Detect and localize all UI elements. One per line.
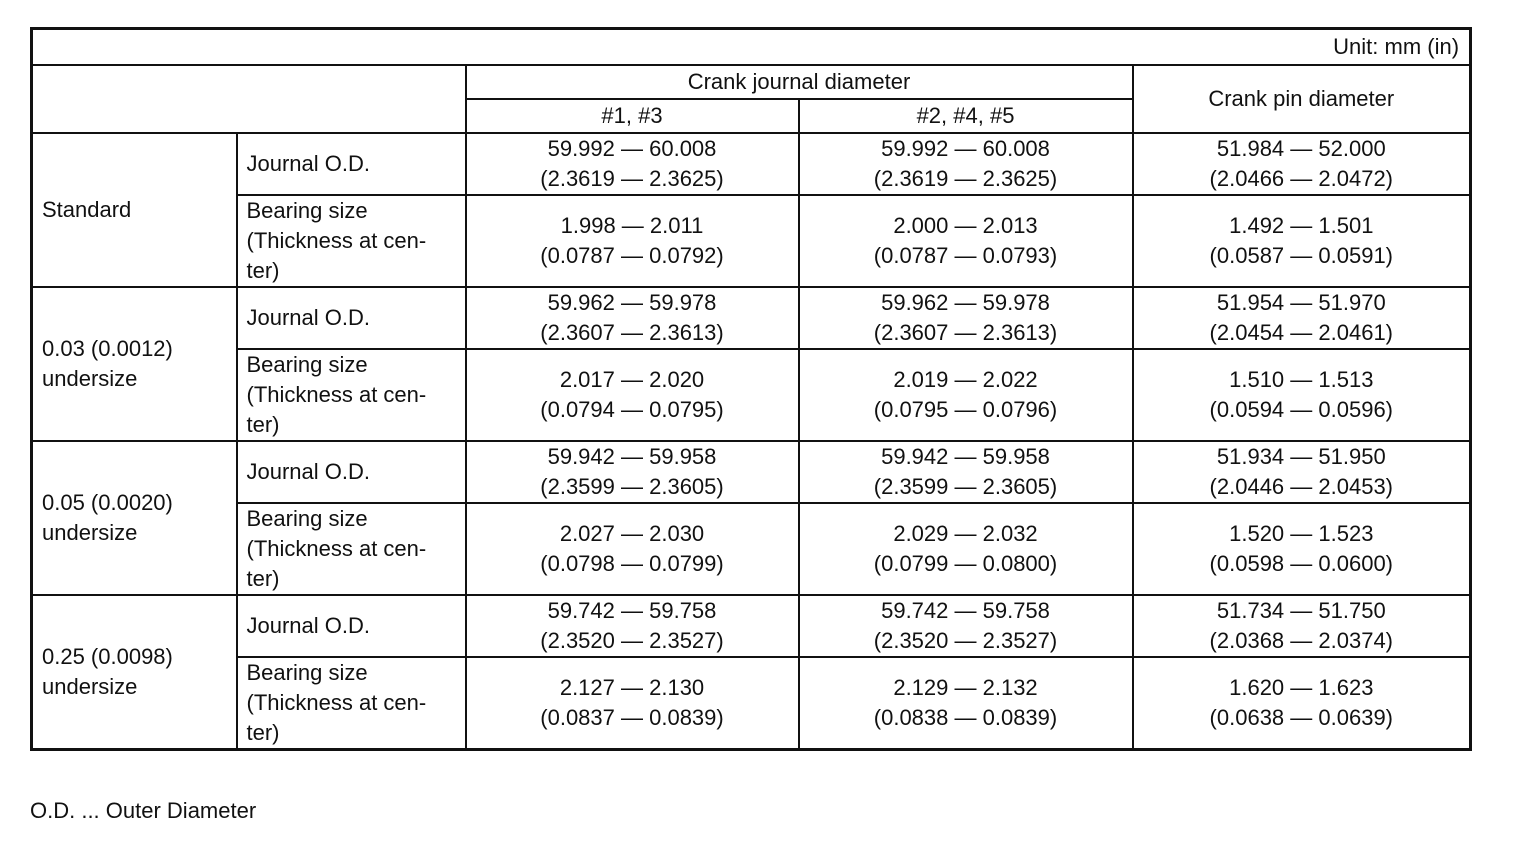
cell-line: 2.129 — 2.132 <box>893 675 1038 700</box>
journal-1-3-bearing-value <box>466 503 799 595</box>
journal-1-3-od-value <box>466 441 799 503</box>
crank-pin-od-value <box>1133 287 1471 349</box>
size-group-line: undersize <box>42 674 138 699</box>
cell-line: 59.992 — 60.008 <box>547 136 717 161</box>
table-row <box>32 441 1471 503</box>
journal-2-4-5-od-value <box>799 133 1133 195</box>
cell-line: 51.984 — 52.000 <box>1216 136 1386 161</box>
cell-line: (2.0446 — 2.0453) <box>1209 474 1394 499</box>
unit-row <box>32 29 1471 66</box>
crank-pin-bearing-value <box>1133 195 1471 287</box>
journal-2-4-5-od-value <box>799 441 1133 503</box>
cell-line: 1.998 — 2.011 <box>560 213 704 238</box>
table-row <box>32 133 1471 195</box>
size-group-line: undersize <box>42 520 138 545</box>
size-group-line: 0.25 (0.0098) <box>42 644 173 669</box>
table-row <box>32 287 1471 349</box>
header-crank-pin: Crank pin diameter <box>1133 65 1471 133</box>
crank-pin-bearing-value <box>1133 657 1471 750</box>
cell-line: 1.520 — 1.523 <box>1229 521 1374 546</box>
cell-line: 59.992 — 60.008 <box>881 136 1050 161</box>
cell-line: (0.0787 — 0.0792) <box>540 243 724 268</box>
journal-od-label: Journal O.D. <box>237 133 466 195</box>
cell-line: (Thickness at cen- <box>246 690 427 715</box>
crank-spec-table <box>30 27 1472 751</box>
table-body <box>32 133 1471 750</box>
journal-1-3-od-value <box>466 595 799 657</box>
cell-line: Bearing size <box>246 198 368 223</box>
journal-2-4-5-od-value <box>799 287 1133 349</box>
cell-line: ter) <box>246 566 280 591</box>
cell-line: 2.027 — 2.030 <box>559 521 705 546</box>
size-group-label <box>32 441 237 595</box>
cell-line: 2.029 — 2.032 <box>893 521 1038 546</box>
size-group-label <box>32 595 237 750</box>
crank-pin-bearing-value <box>1133 349 1471 441</box>
cell-line: 51.734 — 51.750 <box>1216 598 1386 623</box>
cell-line: 51.954 — 51.970 <box>1216 290 1386 315</box>
cell-line: ter) <box>246 412 280 437</box>
table-row <box>32 595 1471 657</box>
bearing-size-label <box>237 657 466 750</box>
cell-line: 59.942 — 59.958 <box>547 444 717 469</box>
cell-line: Bearing size <box>246 352 368 377</box>
journal-od-label: Journal O.D. <box>237 287 466 349</box>
journal-1-3-bearing-value <box>466 349 799 441</box>
journal-1-3-bearing-value <box>466 195 799 287</box>
cell-line: 2.127 — 2.130 <box>559 675 705 700</box>
cell-line: 59.942 — 59.958 <box>881 444 1050 469</box>
cell-line: (0.0838 — 0.0839) <box>873 705 1058 730</box>
cell-line: 1.510 — 1.513 <box>1229 367 1374 392</box>
cell-line: 51.934 — 51.950 <box>1216 444 1386 469</box>
cell-line: (Thickness at cen- <box>246 382 427 407</box>
journal-1-3-od-value <box>466 287 799 349</box>
cell-line: (2.0466 — 2.0472) <box>1209 166 1394 191</box>
cell-line: 2.019 — 2.022 <box>893 367 1038 392</box>
header-journal-2-4-5: #2, #4, #5 <box>799 99 1133 133</box>
header-row-1 <box>32 65 1471 99</box>
cell-line: 59.742 — 59.758 <box>547 598 717 623</box>
size-group-line: 0.05 (0.0020) <box>42 490 173 515</box>
journal-od-label: Journal O.D. <box>237 441 466 503</box>
cell-line: (2.3607 — 2.3613) <box>873 320 1058 345</box>
cell-line: 2.000 — 2.013 <box>893 213 1038 238</box>
header-crank-journal: Crank journal diameter <box>466 65 1133 99</box>
size-group-label <box>32 133 237 287</box>
cell-line: (0.0837 — 0.0839) <box>540 705 724 730</box>
cell-line: (2.3619 — 2.3625) <box>873 166 1058 191</box>
cell-line: (0.0587 — 0.0591) <box>1209 243 1394 268</box>
cell-line: (0.0638 — 0.0639) <box>1209 705 1394 730</box>
cell-line: (Thickness at cen- <box>246 536 427 561</box>
crank-pin-od-value <box>1133 595 1471 657</box>
cell-line: (0.0798 — 0.0799) <box>540 551 724 576</box>
cell-line: (0.0799 — 0.0800) <box>873 551 1058 576</box>
table-row <box>32 195 1471 287</box>
crank-pin-od-value <box>1133 441 1471 503</box>
size-group-line: undersize <box>42 366 138 391</box>
cell-line: (2.3599 — 2.3605) <box>873 474 1058 499</box>
cell-line: (0.0787 — 0.0793) <box>873 243 1058 268</box>
cell-line: (Thickness at cen- <box>246 228 427 253</box>
cell-line: 59.742 — 59.758 <box>881 598 1050 623</box>
cell-line: 59.962 — 59.978 <box>547 290 717 315</box>
journal-2-4-5-od-value <box>799 595 1133 657</box>
size-group-line: 0.03 (0.0012) <box>42 336 173 361</box>
cell-line: (2.3520 — 2.3527) <box>873 628 1058 653</box>
bearing-size-label <box>237 349 466 441</box>
crank-pin-bearing-value <box>1133 503 1471 595</box>
journal-2-4-5-bearing-value <box>799 349 1133 441</box>
size-group-line: Standard <box>42 197 132 222</box>
journal-2-4-5-bearing-value <box>799 503 1133 595</box>
cell-line: (2.3599 — 2.3605) <box>540 474 724 499</box>
cell-line: (0.0795 — 0.0796) <box>873 397 1058 422</box>
journal-1-3-od-value <box>466 133 799 195</box>
footnote: O.D. ... Outer Diameter <box>30 798 257 823</box>
journal-od-label: Journal O.D. <box>237 595 466 657</box>
cell-line: 59.962 — 59.978 <box>881 290 1050 315</box>
size-group-label <box>32 287 237 441</box>
cell-line: ter) <box>246 720 280 745</box>
journal-2-4-5-bearing-value <box>799 657 1133 750</box>
table-row <box>32 503 1471 595</box>
journal-2-4-5-bearing-value <box>799 195 1133 287</box>
cell-line: ter) <box>246 258 280 283</box>
journal-1-3-bearing-value <box>466 657 799 750</box>
unit-label: Unit: mm (in) <box>32 29 1471 66</box>
cell-line: 1.492 — 1.501 <box>1229 213 1374 238</box>
cell-line: 1.620 — 1.623 <box>1229 675 1374 700</box>
table-row <box>32 657 1471 750</box>
cell-line: Bearing size <box>246 660 368 685</box>
cell-line: (2.3520 — 2.3527) <box>540 628 724 653</box>
cell-line: (0.0794 — 0.0795) <box>540 397 724 422</box>
cell-line: (0.0594 — 0.0596) <box>1209 397 1394 422</box>
cell-line: 2.017 — 2.020 <box>559 367 705 392</box>
cell-line: (2.3619 — 2.3625) <box>540 166 724 191</box>
cell-line: (0.0598 — 0.0600) <box>1209 551 1394 576</box>
header-journal-1-3: #1, #3 <box>466 99 799 133</box>
header-corner-cell <box>32 65 466 133</box>
bearing-size-label <box>237 503 466 595</box>
cell-line: (2.0368 — 2.0374) <box>1209 628 1394 653</box>
bearing-size-label <box>237 195 466 287</box>
cell-line: (2.3607 — 2.3613) <box>540 320 724 345</box>
crank-pin-od-value <box>1133 133 1471 195</box>
table-row <box>32 349 1471 441</box>
cell-line: Bearing size <box>246 506 368 531</box>
cell-line: (2.0454 — 2.0461) <box>1209 320 1394 345</box>
